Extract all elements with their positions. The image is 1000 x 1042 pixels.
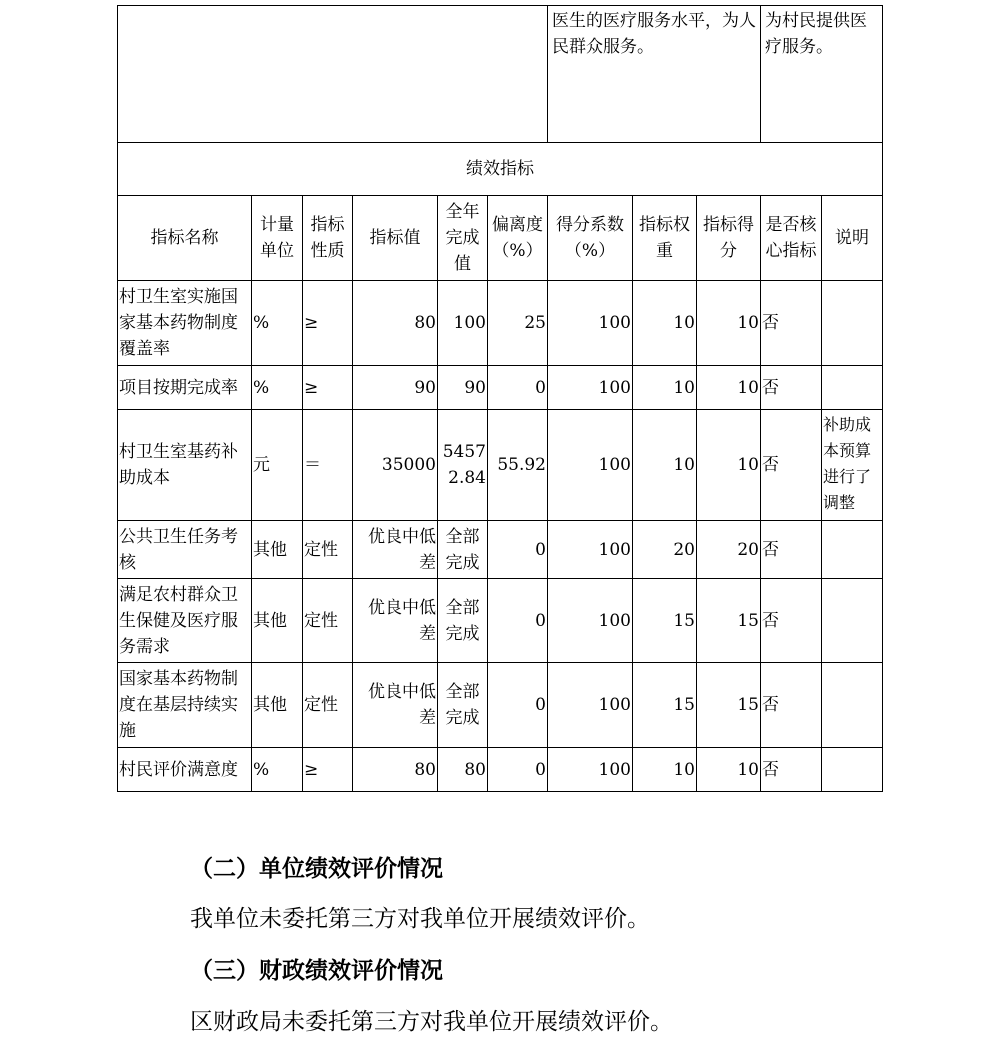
note-cell [822,521,883,579]
score-coefficient-cell: 100 [548,410,633,521]
deviation-cell: 0 [488,663,548,748]
unit-cell: 其他 [252,663,303,748]
note-cell [822,579,883,663]
performance-table [117,5,883,792]
nature-cell: 定性 [303,521,353,579]
note-cell [822,663,883,748]
unit-cell: % [252,281,303,366]
header-row [118,196,883,281]
hdr-indicator-name: 指标名称 [118,196,252,281]
nature-cell: ≥ [303,748,353,792]
target-value-cell: 80 [353,748,438,792]
table-row [118,410,883,521]
hdr-target: 指标值 [353,196,438,281]
table-row [118,521,883,579]
unit-cell: 其他 [252,521,303,579]
deviation-cell: 0 [488,579,548,663]
deviation-cell: 0 [488,521,548,579]
hdr-unit: 计量单位 [252,196,303,281]
indicator-name-cell: 公共卫生任务考核 [118,521,252,579]
continuation-row [118,6,883,143]
note-cell [822,366,883,410]
indicator-name-cell: 满足农村群众卫生保健及医疗服务需求 [118,579,252,663]
core-flag-cell: 否 [761,521,822,579]
weight-cell: 15 [633,579,697,663]
note-cell [822,748,883,792]
section-title: 绩效指标 [118,143,883,196]
weight-cell: 10 [633,366,697,410]
deviation-cell: 55.92 [488,410,548,521]
weight-cell: 20 [633,521,697,579]
score-cell: 10 [697,410,761,521]
heading-finance-evaluation: （三）财政绩效评价情况 [190,957,443,984]
core-flag-cell: 否 [761,410,822,521]
score-coefficient-cell: 100 [548,748,633,792]
target-value-cell: 35000 [353,410,438,521]
unit-cell: 其他 [252,579,303,663]
score-cell: 10 [697,281,761,366]
score-cell: 15 [697,663,761,748]
indicator-name-cell: 项目按期完成率 [118,366,252,410]
hdr-core: 是否核心指标 [761,196,822,281]
score-coefficient-cell: 100 [548,281,633,366]
nature-cell: ＝ [303,410,353,521]
actual-value-cell: 54572.84 [438,410,488,521]
actual-value-cell: 100 [438,281,488,366]
weight-cell: 10 [633,748,697,792]
score-coefficient-cell: 100 [548,579,633,663]
score-coefficient-cell: 100 [548,663,633,748]
hdr-weight: 指标权重 [633,196,697,281]
nature-cell: ≥ [303,366,353,410]
core-flag-cell: 否 [761,281,822,366]
hdr-nature: 指标性质 [303,196,353,281]
score-coefficient-cell: 100 [548,521,633,579]
core-flag-cell: 否 [761,663,822,748]
deviation-cell: 0 [488,748,548,792]
score-cell: 20 [697,521,761,579]
actual-value-cell: 全部完成 [438,579,488,663]
continuation-cell-3: 为村民提供医疗服务。 [761,6,883,143]
paragraph-unit-evaluation: 我单位未委托第三方对我单位开展绩效评价。 [190,906,650,932]
target-value-cell: 90 [353,366,438,410]
indicator-name-cell: 国家基本药物制度在基层持续实施 [118,663,252,748]
actual-value-cell: 90 [438,366,488,410]
unit-cell: % [252,748,303,792]
core-flag-cell: 否 [761,366,822,410]
nature-cell: 定性 [303,579,353,663]
weight-cell: 10 [633,281,697,366]
nature-cell: ≥ [303,281,353,366]
score-cell: 10 [697,748,761,792]
section-title-row [118,143,883,196]
unit-cell: % [252,366,303,410]
table-row [118,281,883,366]
weight-cell: 15 [633,663,697,748]
heading-unit-evaluation: （二）单位绩效评价情况 [190,855,443,882]
target-value-cell: 优良中低差 [353,521,438,579]
hdr-coef: 得分系数（%） [548,196,633,281]
actual-value-cell: 全部完成 [438,521,488,579]
actual-value-cell: 全部完成 [438,663,488,748]
table-row [118,663,883,748]
weight-cell: 10 [633,410,697,521]
table-row [118,579,883,663]
target-value-cell: 优良中低差 [353,579,438,663]
indicator-name-cell: 村卫生室实施国家基本药物制度覆盖率 [118,281,252,366]
hdr-note: 说明 [822,196,883,281]
deviation-cell: 0 [488,366,548,410]
table-row [118,748,883,792]
nature-cell: 定性 [303,663,353,748]
table-row [118,366,883,410]
score-cell: 15 [697,579,761,663]
hdr-score: 指标得分 [697,196,761,281]
score-coefficient-cell: 100 [548,366,633,410]
target-value-cell: 80 [353,281,438,366]
core-flag-cell: 否 [761,748,822,792]
actual-value-cell: 80 [438,748,488,792]
indicator-name-cell: 村卫生室基药补助成本 [118,410,252,521]
target-value-cell: 优良中低差 [353,663,438,748]
score-cell: 10 [697,366,761,410]
paragraph-finance-evaluation: 区财政局未委托第三方对我单位开展绩效评价。 [190,1009,673,1035]
deviation-cell: 25 [488,281,548,366]
indicator-name-cell: 村民评价满意度 [118,748,252,792]
note-cell: 补助成本预算进行了调整 [822,410,883,521]
continuation-cell-2: 医生的医疗服务水平，为人民群众服务。 [548,6,761,143]
continuation-cell-1 [118,6,548,143]
note-cell [822,281,883,366]
unit-cell: 元 [252,410,303,521]
core-flag-cell: 否 [761,579,822,663]
hdr-actual: 全年完成值 [438,196,488,281]
hdr-deviation: 偏离度（%） [488,196,548,281]
